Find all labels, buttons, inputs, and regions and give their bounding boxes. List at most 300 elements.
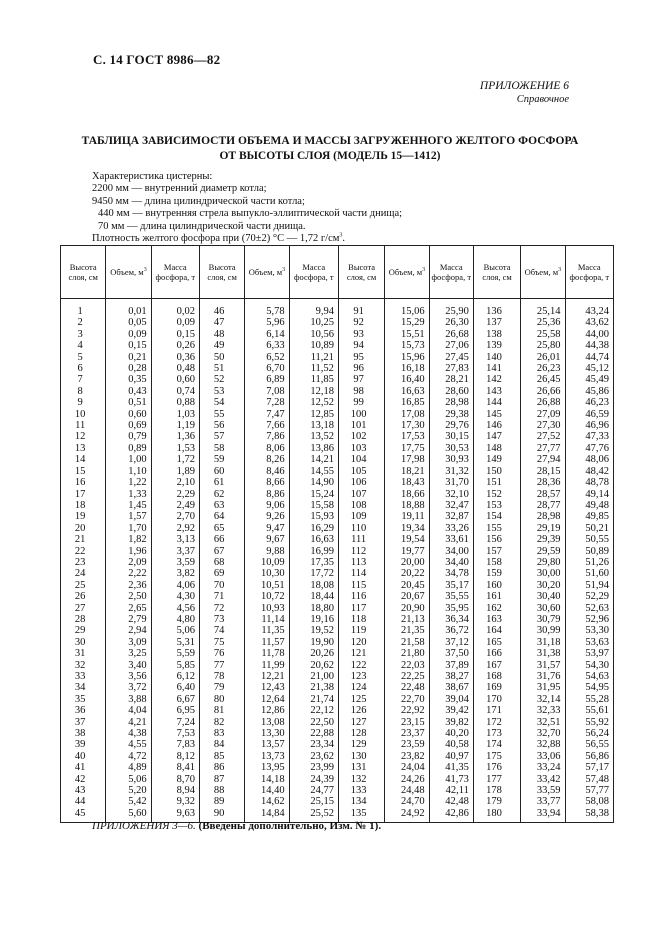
cell-height: 65 <box>199 523 244 534</box>
cell-volume: 9,67 <box>245 534 289 545</box>
cell-height: 12 <box>61 431 106 442</box>
cell-volume: 30,79 <box>521 614 565 625</box>
cell-volume: 25,58 <box>521 329 565 340</box>
cell-height: 162 <box>473 603 520 614</box>
cell-mass: 53,63 <box>565 637 613 648</box>
cell-mass: 55,28 <box>565 694 613 705</box>
cell-height: 64 <box>199 511 244 522</box>
cell-volume: 2,79 <box>106 614 151 625</box>
cell-volume: 26,66 <box>521 386 565 397</box>
cell-height: 39 <box>61 739 106 750</box>
cell-volume: 3,25 <box>106 648 151 659</box>
cell-mass: 2,70 <box>151 511 199 522</box>
header-volume-exponent: 3 <box>422 267 426 274</box>
cell-mass: 1,03 <box>151 409 199 420</box>
cell-height: 138 <box>473 329 520 340</box>
cell-volume: 6,89 <box>245 374 289 385</box>
cell-height: 4 <box>61 340 106 351</box>
cell-volume: 12,21 <box>245 671 289 682</box>
cell-mass: 21,74 <box>289 694 338 705</box>
cell-mass: 47,76 <box>565 443 613 454</box>
cell-volume: 11,35 <box>245 625 289 636</box>
cell-height: 161 <box>473 591 520 602</box>
cell-height: 71 <box>199 591 244 602</box>
cell-mass: 34,00 <box>429 546 473 557</box>
cell-volume: 25,80 <box>521 340 565 351</box>
cell-mass: 58,38 <box>565 808 613 823</box>
cell-height: 24 <box>61 568 106 579</box>
header-volume <box>521 246 565 299</box>
cell-volume: 18,21 <box>385 466 429 477</box>
cell-volume: 24,26 <box>385 774 429 785</box>
cell-volume: 4,89 <box>106 762 151 773</box>
cell-height: 134 <box>338 796 384 807</box>
cell-mass: 32,87 <box>429 511 473 522</box>
cell-volume: 1,22 <box>106 477 151 488</box>
cell-mass: 3,37 <box>151 546 199 557</box>
table-row <box>61 705 614 716</box>
cell-volume: 11,99 <box>245 660 289 671</box>
header-volume <box>245 246 289 299</box>
cell-height: 67 <box>199 546 244 557</box>
cell-height: 43 <box>61 785 106 796</box>
cell-height: 31 <box>61 648 106 659</box>
cell-height: 19 <box>61 511 106 522</box>
title-line-2: ОТ ВЫСОТЫ СЛОЯ (МОДЕЛЬ 15—1412) <box>219 150 441 162</box>
cell-volume: 33,24 <box>521 762 565 773</box>
page-header: С. 14 ГОСТ 8986—82 <box>93 52 221 67</box>
cell-mass: 11,52 <box>289 363 338 374</box>
cell-height: 53 <box>199 386 244 397</box>
cell-volume: 8,06 <box>245 443 289 454</box>
cell-height: 13 <box>61 443 106 454</box>
cell-mass: 0,60 <box>151 374 199 385</box>
cell-mass: 17,72 <box>289 568 338 579</box>
cell-volume: 9,26 <box>245 511 289 522</box>
cell-height: 26 <box>61 591 106 602</box>
cell-height: 122 <box>338 660 384 671</box>
cell-volume: 32,33 <box>521 705 565 716</box>
cell-height: 1 <box>61 299 106 318</box>
cell-volume: 20,67 <box>385 591 429 602</box>
cell-height: 20 <box>61 523 106 534</box>
cell-height: 72 <box>199 603 244 614</box>
cell-volume: 19,77 <box>385 546 429 557</box>
cell-height: 61 <box>199 477 244 488</box>
cell-volume: 23,15 <box>385 717 429 728</box>
cell-mass: 6,12 <box>151 671 199 682</box>
cell-volume: 17,08 <box>385 409 429 420</box>
cell-height: 176 <box>473 762 520 773</box>
header-volume-text: Объем, м <box>110 267 144 277</box>
cell-volume: 19,34 <box>385 523 429 534</box>
cell-height: 36 <box>61 705 106 716</box>
cell-height: 157 <box>473 546 520 557</box>
cell-mass: 1,19 <box>151 420 199 431</box>
table-row <box>61 409 614 420</box>
cell-mass: 49,14 <box>565 489 613 500</box>
cell-mass: 1,89 <box>151 466 199 477</box>
cell-height: 108 <box>338 500 384 511</box>
cell-volume: 24,92 <box>385 808 429 823</box>
cell-volume: 30,00 <box>521 568 565 579</box>
cell-mass: 44,38 <box>565 340 613 351</box>
cell-height: 70 <box>199 580 244 591</box>
cell-mass: 1,53 <box>151 443 199 454</box>
cell-mass: 6,95 <box>151 705 199 716</box>
cell-volume: 4,38 <box>106 728 151 739</box>
table-row <box>61 648 614 659</box>
cell-mass: 34,40 <box>429 557 473 568</box>
cell-height: 74 <box>199 625 244 636</box>
cell-mass: 40,58 <box>429 739 473 750</box>
cell-mass: 21,38 <box>289 682 338 693</box>
cell-height: 102 <box>338 431 384 442</box>
cell-volume: 2,50 <box>106 591 151 602</box>
header-mass: Масса фосфора, т <box>151 246 199 299</box>
cell-volume: 14,62 <box>245 796 289 807</box>
appendix-label: ПРИЛОЖЕНИЕ 6 <box>479 80 569 92</box>
cell-mass: 42,48 <box>429 796 473 807</box>
cell-mass: 25,90 <box>429 299 473 318</box>
cell-height: 48 <box>199 329 244 340</box>
cell-mass: 36,72 <box>429 625 473 636</box>
table-row <box>61 534 614 545</box>
cell-height: 86 <box>199 762 244 773</box>
cell-mass: 23,99 <box>289 762 338 773</box>
document-title <box>60 134 600 164</box>
cell-height: 66 <box>199 534 244 545</box>
table-row <box>61 625 614 636</box>
table-row <box>61 443 614 454</box>
cell-mass: 56,24 <box>565 728 613 739</box>
cell-volume: 20,45 <box>385 580 429 591</box>
cell-mass: 15,24 <box>289 489 338 500</box>
cell-mass: 37,12 <box>429 637 473 648</box>
header-mass: Масса фосфора, т <box>429 246 473 299</box>
table-row <box>61 420 614 431</box>
cell-mass: 41,35 <box>429 762 473 773</box>
cell-height: 14 <box>61 454 106 465</box>
cell-volume: 1,45 <box>106 500 151 511</box>
cell-volume: 9,06 <box>245 500 289 511</box>
cell-mass: 50,21 <box>565 523 613 534</box>
cell-mass: 14,21 <box>289 454 338 465</box>
table-body <box>61 299 614 823</box>
table-row <box>61 466 614 477</box>
cell-volume: 18,66 <box>385 489 429 500</box>
cell-height: 150 <box>473 466 520 477</box>
table-row <box>61 329 614 340</box>
cell-volume: 28,36 <box>521 477 565 488</box>
cell-mass: 44,74 <box>565 352 613 363</box>
cell-volume: 0,05 <box>106 317 151 328</box>
cell-height: 175 <box>473 751 520 762</box>
cell-height: 38 <box>61 728 106 739</box>
header-volume-exponent: 3 <box>282 267 286 274</box>
cell-mass: 7,53 <box>151 728 199 739</box>
cell-volume: 1,00 <box>106 454 151 465</box>
cell-volume: 26,88 <box>521 397 565 408</box>
cell-height: 130 <box>338 751 384 762</box>
cell-mass: 39,42 <box>429 705 473 716</box>
cell-volume: 26,23 <box>521 363 565 374</box>
cell-mass: 4,80 <box>151 614 199 625</box>
density-text: Плотность желтого фосфора при (70±2) °С — 1,72 г/см <box>92 233 340 245</box>
cell-mass: 16,29 <box>289 523 338 534</box>
cell-height: 146 <box>473 420 520 431</box>
density-line <box>92 233 402 245</box>
cell-volume: 4,72 <box>106 751 151 762</box>
cell-height: 173 <box>473 728 520 739</box>
cell-volume: 22,70 <box>385 694 429 705</box>
table-row <box>61 546 614 557</box>
header-volume-text: Объем, м <box>388 267 423 277</box>
cell-volume: 32,51 <box>521 717 565 728</box>
cell-mass: 2,29 <box>151 489 199 500</box>
cell-height: 17 <box>61 489 106 500</box>
cell-volume: 2,22 <box>106 568 151 579</box>
cell-mass: 28,98 <box>429 397 473 408</box>
cell-mass: 44,00 <box>565 329 613 340</box>
cell-height: 123 <box>338 671 384 682</box>
cell-height: 82 <box>199 717 244 728</box>
cell-height: 84 <box>199 739 244 750</box>
table-row <box>61 511 614 522</box>
cell-volume: 11,78 <box>245 648 289 659</box>
cell-height: 166 <box>473 648 520 659</box>
cell-volume: 7,47 <box>245 409 289 420</box>
cell-mass: 25,15 <box>289 796 338 807</box>
cell-height: 88 <box>199 785 244 796</box>
cell-height: 8 <box>61 386 106 397</box>
spec-item: 70 мм — длина цилиндрической части днища. <box>98 220 306 232</box>
cell-height: 41 <box>61 762 106 773</box>
cell-volume: 25,14 <box>521 299 565 318</box>
cell-mass: 1,36 <box>151 431 199 442</box>
cell-mass: 51,26 <box>565 557 613 568</box>
cell-volume: 21,58 <box>385 637 429 648</box>
cell-mass: 7,83 <box>151 739 199 750</box>
cell-volume: 3,40 <box>106 660 151 671</box>
cell-volume: 33,94 <box>521 808 565 823</box>
cell-mass: 36,34 <box>429 614 473 625</box>
cell-height: 137 <box>473 317 520 328</box>
cell-height: 15 <box>61 466 106 477</box>
cell-height: 160 <box>473 580 520 591</box>
header-volume-text: Объем, м <box>248 267 283 277</box>
cell-height: 59 <box>199 454 244 465</box>
cell-mass: 52,96 <box>565 614 613 625</box>
cell-volume: 23,59 <box>385 739 429 750</box>
cell-mass: 5,31 <box>151 637 199 648</box>
cell-volume: 0,69 <box>106 420 151 431</box>
cell-height: 156 <box>473 534 520 545</box>
cell-volume: 2,36 <box>106 580 151 591</box>
cell-height: 91 <box>338 299 384 318</box>
cell-height: 89 <box>199 796 244 807</box>
cell-volume: 26,01 <box>521 352 565 363</box>
header-volume <box>106 246 151 299</box>
cell-volume: 0,15 <box>106 340 151 351</box>
cell-height: 145 <box>473 409 520 420</box>
cell-volume: 31,95 <box>521 682 565 693</box>
cell-height: 9 <box>61 397 106 408</box>
table-row <box>61 523 614 534</box>
cell-mass: 20,62 <box>289 660 338 671</box>
cell-volume: 33,06 <box>521 751 565 762</box>
table-row <box>61 603 614 614</box>
cell-height: 119 <box>338 625 384 636</box>
cell-volume: 7,28 <box>245 397 289 408</box>
cell-height: 107 <box>338 489 384 500</box>
cell-volume: 21,80 <box>385 648 429 659</box>
cell-mass: 6,67 <box>151 694 199 705</box>
cell-volume: 12,86 <box>245 705 289 716</box>
cell-mass: 37,89 <box>429 660 473 671</box>
cell-volume: 27,94 <box>521 454 565 465</box>
cell-mass: 8,12 <box>151 751 199 762</box>
cell-mass: 0,48 <box>151 363 199 374</box>
cell-mass: 33,61 <box>429 534 473 545</box>
cell-mass: 23,34 <box>289 739 338 750</box>
footnote-appendices: ПРИЛОЖЕНИЯ 3—6. <box>92 820 196 832</box>
cell-volume: 5,96 <box>245 317 289 328</box>
header-volume-text: Объем, м <box>524 267 559 277</box>
cell-mass: 5,59 <box>151 648 199 659</box>
cell-height: 79 <box>199 682 244 693</box>
cell-height: 154 <box>473 511 520 522</box>
cell-height: 96 <box>338 363 384 374</box>
cell-height: 63 <box>199 500 244 511</box>
cell-height: 49 <box>199 340 244 351</box>
cell-height: 56 <box>199 420 244 431</box>
cell-mass: 12,52 <box>289 397 338 408</box>
cell-mass: 5,85 <box>151 660 199 671</box>
cell-height: 98 <box>338 386 384 397</box>
table-row <box>61 340 614 351</box>
cell-height: 50 <box>199 352 244 363</box>
table-row <box>61 762 614 773</box>
cell-volume: 11,57 <box>245 637 289 648</box>
cell-mass: 34,78 <box>429 568 473 579</box>
cell-mass: 56,86 <box>565 751 613 762</box>
cell-mass: 33,26 <box>429 523 473 534</box>
cell-volume: 22,48 <box>385 682 429 693</box>
cell-volume: 3,88 <box>106 694 151 705</box>
cell-height: 32 <box>61 660 106 671</box>
cell-height: 105 <box>338 466 384 477</box>
cell-volume: 8,66 <box>245 477 289 488</box>
table-row <box>61 682 614 693</box>
cell-volume: 28,57 <box>521 489 565 500</box>
cell-mass: 39,04 <box>429 694 473 705</box>
cell-height: 37 <box>61 717 106 728</box>
cell-height: 85 <box>199 751 244 762</box>
header-height: Высота слоя, см <box>199 246 244 299</box>
cell-height: 158 <box>473 557 520 568</box>
cell-height: 47 <box>199 317 244 328</box>
cell-height: 42 <box>61 774 106 785</box>
cell-volume: 10,93 <box>245 603 289 614</box>
table-row <box>61 717 614 728</box>
cell-mass: 4,30 <box>151 591 199 602</box>
cell-volume: 6,70 <box>245 363 289 374</box>
cell-height: 111 <box>338 534 384 545</box>
table-row <box>61 637 614 648</box>
cell-volume: 31,38 <box>521 648 565 659</box>
cell-height: 28 <box>61 614 106 625</box>
table-row <box>61 500 614 511</box>
appendix-sublabel: Справочное <box>516 94 569 105</box>
cell-mass: 54,63 <box>565 671 613 682</box>
cell-volume: 22,25 <box>385 671 429 682</box>
cell-volume: 8,26 <box>245 454 289 465</box>
cell-mass: 35,95 <box>429 603 473 614</box>
table-row <box>61 352 614 363</box>
cell-height: 116 <box>338 591 384 602</box>
cell-mass: 3,13 <box>151 534 199 545</box>
footnote <box>92 820 381 832</box>
cell-volume: 16,63 <box>385 386 429 397</box>
cell-height: 115 <box>338 580 384 591</box>
table-row <box>61 317 614 328</box>
cell-mass: 19,16 <box>289 614 338 625</box>
table-row <box>61 568 614 579</box>
footnote-amendment: (Введены дополнительно, Изм. № 1). <box>198 820 382 832</box>
cell-height: 77 <box>199 660 244 671</box>
cell-mass: 49,48 <box>565 500 613 511</box>
cell-height: 147 <box>473 431 520 442</box>
cell-volume: 15,06 <box>385 299 429 318</box>
cell-height: 3 <box>61 329 106 340</box>
cell-height: 51 <box>199 363 244 374</box>
cell-volume: 13,30 <box>245 728 289 739</box>
cell-volume: 0,28 <box>106 363 151 374</box>
cell-height: 168 <box>473 671 520 682</box>
cell-volume: 5,42 <box>106 796 151 807</box>
cell-volume: 17,30 <box>385 420 429 431</box>
cell-mass: 0,88 <box>151 397 199 408</box>
cell-height: 100 <box>338 409 384 420</box>
cell-height: 170 <box>473 694 520 705</box>
cell-height: 124 <box>338 682 384 693</box>
cell-height: 27 <box>61 603 106 614</box>
table-row <box>61 785 614 796</box>
table-row <box>61 374 614 385</box>
cell-mass: 58,08 <box>565 796 613 807</box>
header-mass: Масса фосфора, т <box>289 246 338 299</box>
table-row <box>61 386 614 397</box>
cell-mass: 10,25 <box>289 317 338 328</box>
cell-volume: 27,30 <box>521 420 565 431</box>
cell-height: 151 <box>473 477 520 488</box>
cell-height: 30 <box>61 637 106 648</box>
cell-height: 131 <box>338 762 384 773</box>
tank-specifications <box>92 171 402 245</box>
cell-height: 57 <box>199 431 244 442</box>
cell-height: 128 <box>338 728 384 739</box>
cell-height: 103 <box>338 443 384 454</box>
cell-height: 11 <box>61 420 106 431</box>
cell-volume: 17,98 <box>385 454 429 465</box>
cell-mass: 10,89 <box>289 340 338 351</box>
header-height: Высота слоя, см <box>338 246 384 299</box>
cell-height: 132 <box>338 774 384 785</box>
cell-mass: 14,55 <box>289 466 338 477</box>
cell-mass: 17,35 <box>289 557 338 568</box>
table-row <box>61 477 614 488</box>
